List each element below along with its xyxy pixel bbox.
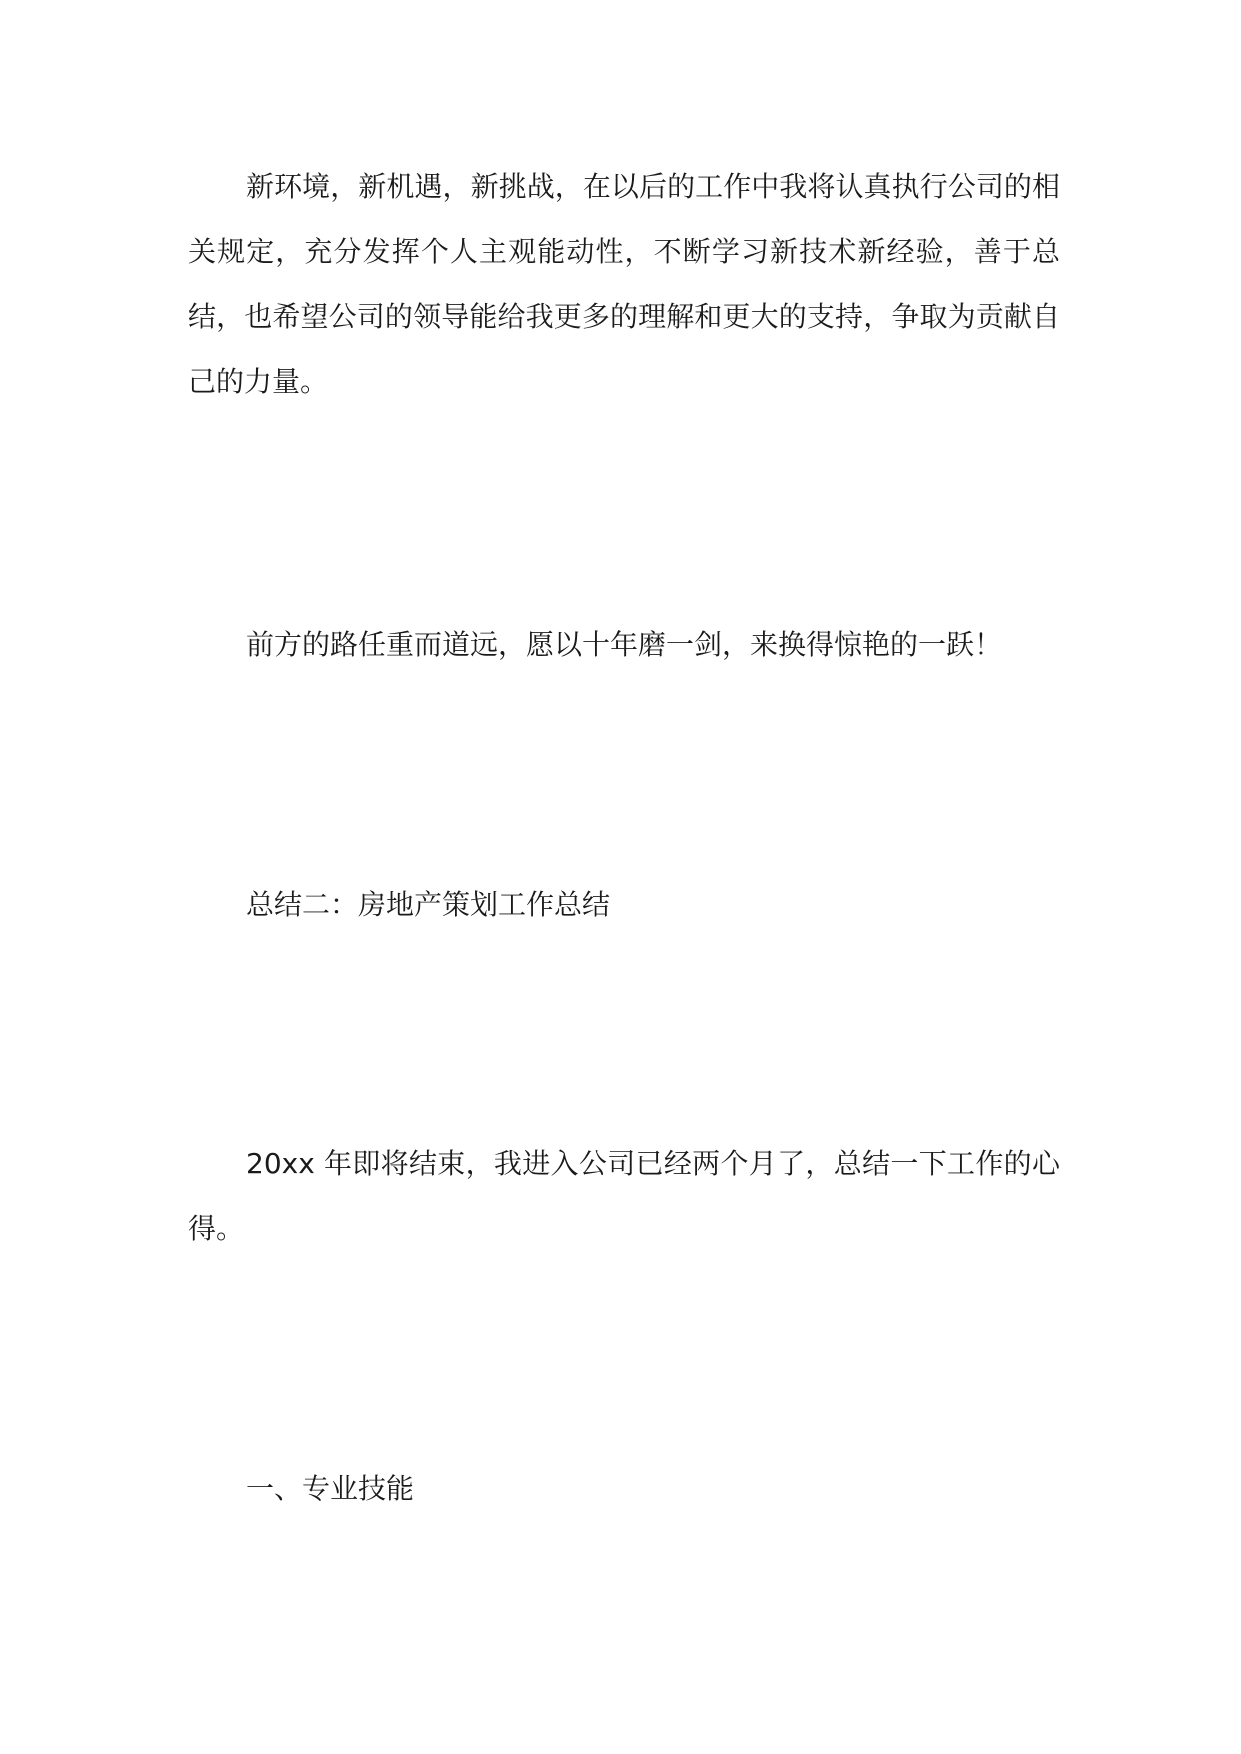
subheading-professional-skills: 一、专业技能: [246, 1472, 415, 1505]
paragraph-closing-remarks: 新环境，新机遇，新挑战，在以后的工作中我将认真执行公司的相关规定，充分发挥个人主观能动性，不断学习新技术新经验，善于总结，也希望公司的领导能给我更多的理解和更大的支持，争取为贡献自己的力量。: [188, 170, 1060, 398]
paragraph-intro: 20xx 年即将结束，我进入公司已经两个月了，总结一下工作的心得。: [188, 1147, 1060, 1245]
section-heading-summary-two: 总结二：房地产策划工作总结: [246, 888, 611, 921]
paragraph-motto: 前方的路任重而道远，愿以十年磨一剑，来换得惊艳的一跃！: [246, 628, 1003, 661]
